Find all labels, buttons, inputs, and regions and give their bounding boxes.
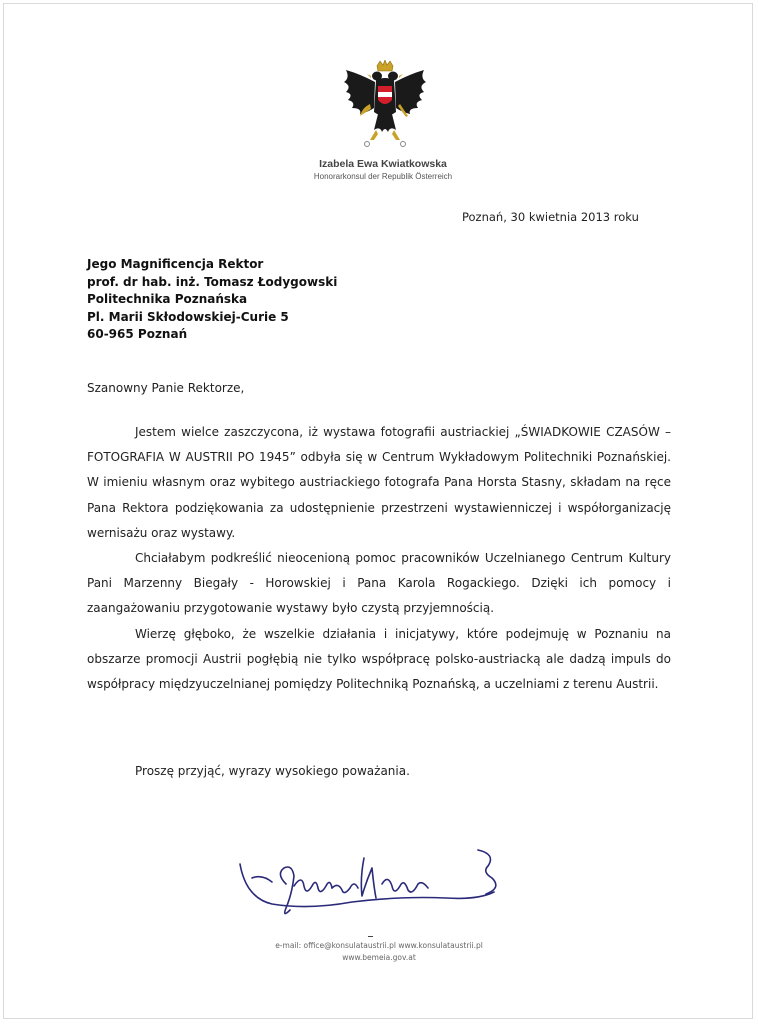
recipient-line: 60-965 Poznań [87,327,188,341]
recipient-line: Jego Magnificencja Rektor [87,257,264,271]
sender-name: Izabela Ewa Kwiatkowska [319,158,447,170]
footer-website: www.bemeia.gov.at [342,953,416,962]
sender-title: Honorarkonsul der Republik Österreich [313,172,453,181]
austrian-eagle-crest-icon [340,60,430,152]
body-paragraph: Wierzę głęboko, że wszelkie działania i inicjatywy, które podejmuję w Poznaniu na obszarze promocji Austrii pogłębią nie tylko współpracę polsko-austriacką ale dadzą impuls do współpracy międzyuczelnianej pomiędzy Politechniką Poznańską, a uczelniami z terenu Austrii. [87,626,671,692]
closing-line: Proszę przyjąć, wyrazy wysokiego poważania. [135,764,410,778]
recipient-line: Politechnika Poznańska [87,292,248,306]
recipient-line: prof. dr hab. inż. Tomasz Łodygowski [87,274,338,289]
body-paragraph: Jestem wielce zaszczycona, iż wystawa fotografii austriackiej „ŚWIADKOWIE CZASÓW – FOTOGRAFIA W AUSTRII PO 1945” odbyła się w Centrum Wykładowym Politechniki Poznańskiej. W imieniu własnym oraz wybitego austriackiego fotografa Pana Horsta Stasny, składam na ręce Pana Rektora podziękowania za udostępnienie przestrzeni wystawienniczej i współorganizację wernisażu oraz wystawy. [87,425,671,540]
greeting: Szanowny Panie Rektorze, [87,381,245,395]
recipient-address [87,256,337,344]
footer-contact: e-mail: office@konsulataustrii.pl www.konsulataustrii.pl [275,941,483,950]
handwritten-signature-icon [232,838,502,938]
recipient-line: Pl. Marii Skłodowskiej-Curie 5 [87,309,289,324]
letter-body [87,420,671,697]
body-paragraph: Chciałabym podkreślić nieocenioną pomoc pracowników Uczelnianego Centrum Kultury Pani Marzenny Biegały - Horowskiej i Pana Karola Rogackiego. Dzięki ich pomocy i zaangażowaniu przygotowanie wystawy było czystą przyjemnością. [87,551,671,616]
letter-date: Poznań, 30 kwietnia 2013 roku [462,210,639,224]
footer-dash [368,936,373,937]
